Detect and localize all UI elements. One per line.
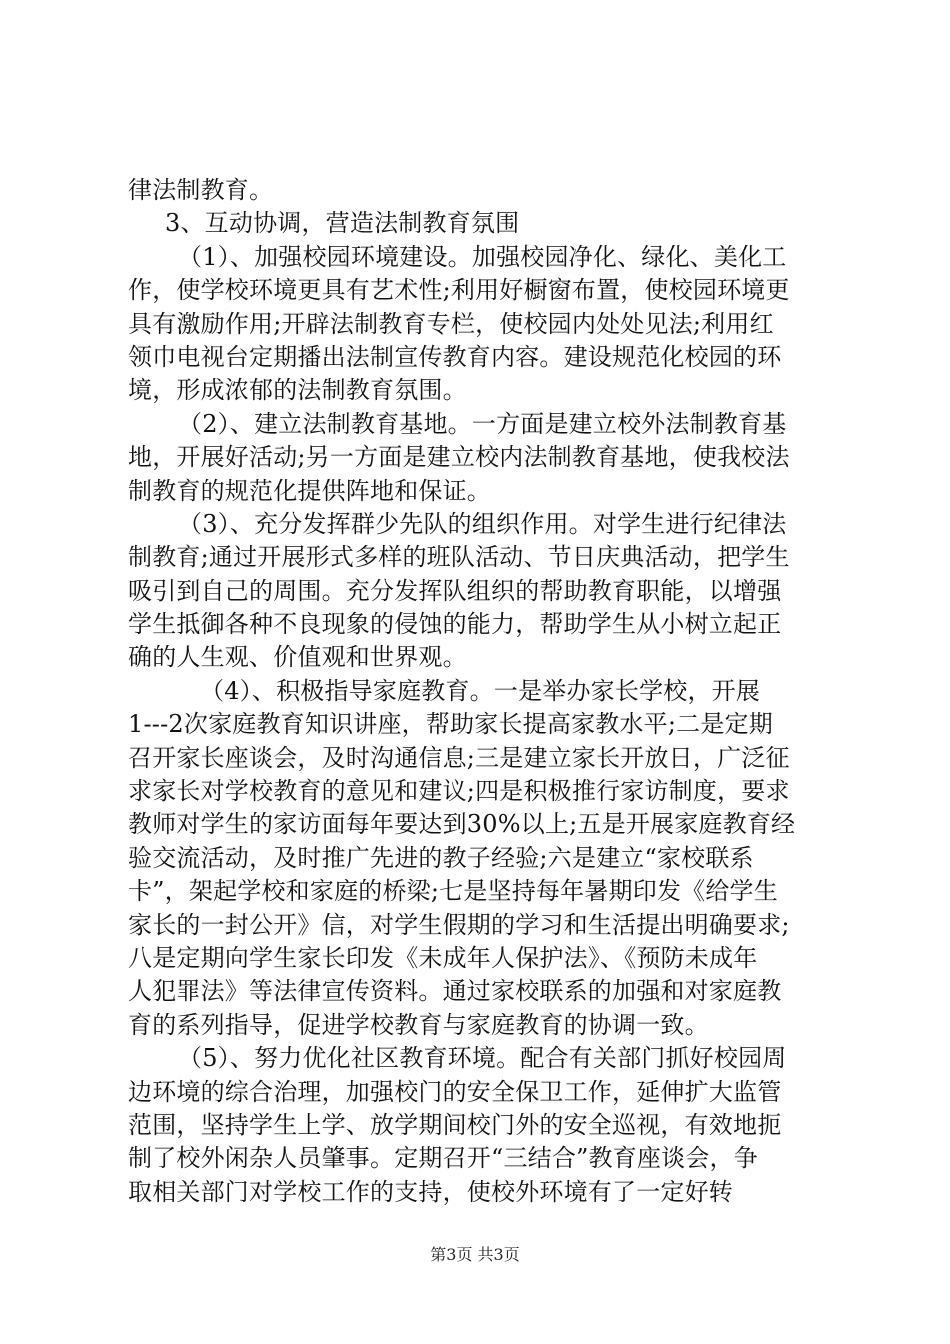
paragraph-1-line: （1）、加强校园环境建设。加强校园净化、绿化、美化工: [178, 242, 787, 271]
paragraph-4-line: （4）、积极指导家庭教育。一是举办家长学校，开展: [200, 676, 761, 705]
section-heading: 3、互动协调，营造法制教育氛围: [165, 209, 520, 238]
paragraph-4-line: 八是定期向学生家长印发《未成年人保护法》、《预防未成年: [128, 943, 758, 972]
paragraph-3-line: 确的人生观、价值观和世界观。: [128, 643, 467, 672]
paragraph-2-line: 地，开展好活动;另一方面是建立校内法制教育基地，使我校法: [128, 443, 790, 472]
paragraph-5-line: （5）、努力优化社区教育环境。配合有关部门抓好校园周: [178, 1044, 787, 1073]
paragraph-3-line: 制教育;通过开展形式多样的班队活动、节日庆典活动，把学生: [128, 543, 790, 572]
page-number-footer: 第3页 共3页: [430, 1245, 520, 1264]
paragraph-4-line: 1---2次家庭教育知识讲座，帮助家长提高家教水平;二是定期: [128, 710, 773, 739]
paragraph-4-line: 人犯罪法》等法律宣传资料。通过家校联系的加强和对家庭教: [128, 977, 782, 1006]
paragraph-2-line: 制教育的规范化提供阵地和保证。: [128, 476, 491, 505]
paragraph-4-line: 求家长对学校教育的意见和建议;四是积极推行家访制度，要求: [128, 777, 790, 806]
paragraph-5-line: 制了校外闲杂人员肇事。定期召开“三结合”教育座谈会，争: [128, 1144, 758, 1173]
paragraph-5-line: 范围，坚持学生上学、放学期间校门外的安全巡视，有效地扼: [128, 1110, 782, 1139]
paragraph-4-line: 召开家长座谈会，及时沟通信息;三是建立家长开放日，广泛征: [128, 743, 790, 772]
paragraph-3-line: 学生抵御各种不良现象的侵蚀的能力，帮助学生从小树立起正: [128, 610, 782, 639]
paragraph-1-line: 具有激励作用;开辟法制教育专栏，使校园内处处见法;利用红: [128, 309, 774, 338]
text-line: 律法制教育。: [128, 176, 274, 204]
paragraph-5-line: 边环境的综合治理，加强校门的安全保卫工作，延伸扩大监管: [128, 1077, 782, 1106]
paragraph-4-line: 卡”，架起学校和家庭的桥梁;七是坚持每年暑期印发《给学生: [128, 877, 778, 906]
paragraph-5-line: 取相关部门对学校工作的支持，使校外环境有了一定好转: [128, 1177, 733, 1206]
paragraph-4-line: 家长的一封公开》信，对学生假期的学习和生活提出明确要求;: [128, 910, 790, 939]
document-body: [128, 174, 824, 1209]
paragraph-1-line: 境，形成浓郁的法制教育氛围。: [128, 376, 467, 405]
paragraph-2-line: （2）、建立法制教育基地。一方面是建立校外法制教育基: [178, 409, 787, 438]
paragraph-4-line: 教师对学生的家访面每年要达到30%以上;五是开展家庭教育经: [128, 810, 796, 839]
paragraph-1-line: 作，使学校环境更具有艺术性;利用好橱窗布置，使校园环境更: [128, 276, 790, 305]
paragraph-4-line: 验交流活动，及时推广先进的教子经验;六是建立“家校联系: [128, 843, 754, 872]
paragraph-1-line: 领巾电视台定期播出法制宣传教育内容。建设规范化校园的环: [128, 342, 782, 371]
paragraph-4-line: 育的系列指导，促进学校教育与家庭教育的协调一致。: [128, 1010, 709, 1039]
paragraph-3-line: 吸引到自己的周围。充分发挥队组织的帮助教育职能，以增强: [128, 576, 782, 605]
paragraph-3-line: （3）、充分发挥群少先队的组织作用。对学生进行纪律法: [178, 509, 787, 538]
